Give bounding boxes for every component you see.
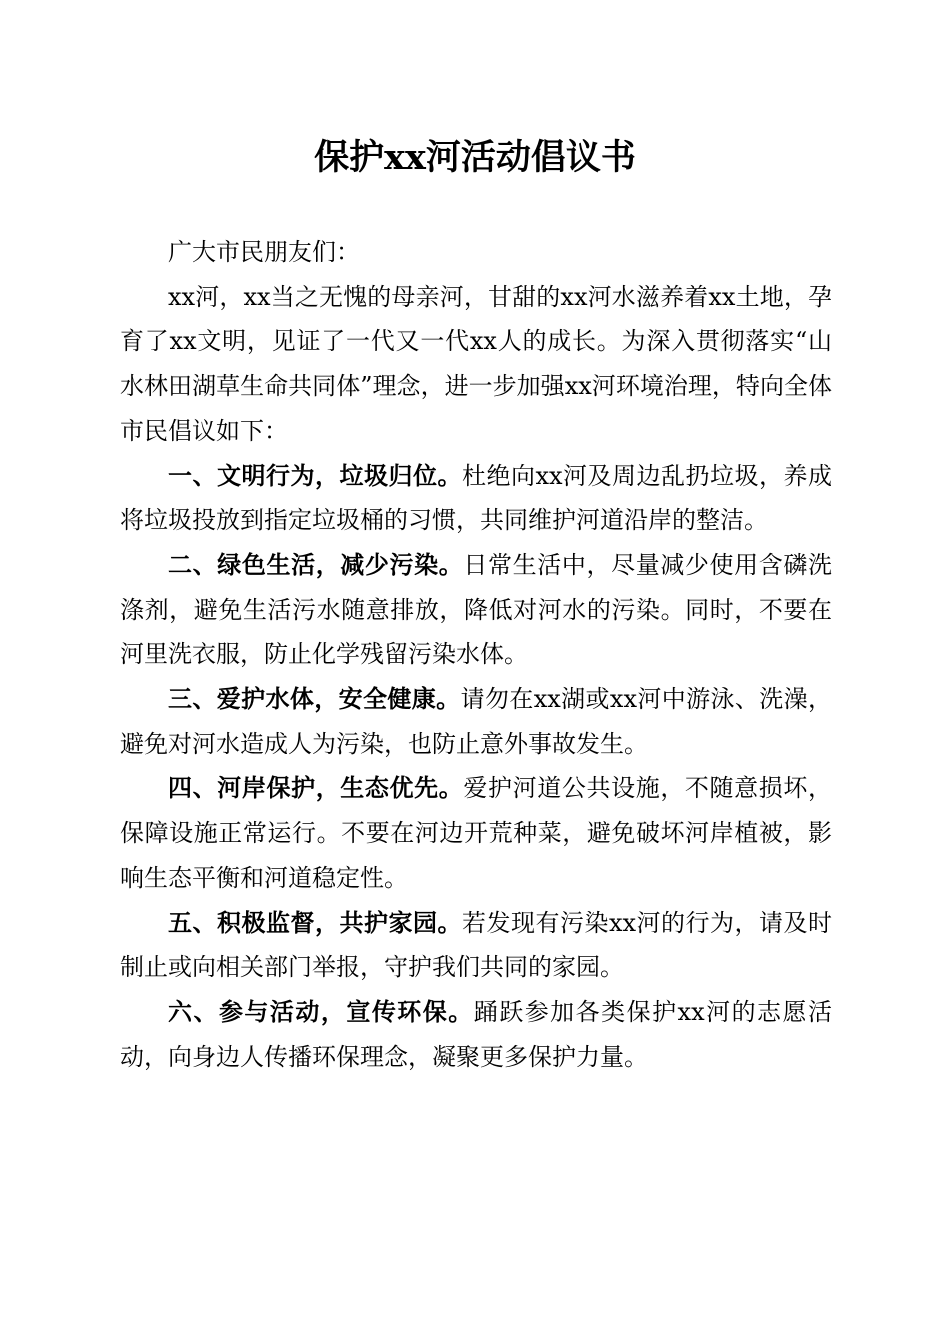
document-body bbox=[120, 230, 832, 1079]
document-title: 保护xx河活动倡议书 bbox=[314, 137, 636, 178]
proposal-text: 日常生活中，尽量减少使用含磷洗涤剂，避免生活污水随意排放，降低对河水的污染。同时，不要在河里洗衣服，防止化学残留污染水体。 bbox=[120, 550, 833, 669]
proposal-heading: 五、积极监督，共护家园。 bbox=[168, 908, 462, 937]
proposal-item-1 bbox=[120, 454, 832, 543]
proposal-text: 杜绝向xx河及周边乱扔垃圾，养成将垃圾投放到指定垃圾桶的习惯，共同维护河道沿岸的整洁。 bbox=[120, 461, 832, 535]
proposal-text: 若发现有污染xx河的行为，请及时制止或向相关部门举报，守护我们共同的家园。 bbox=[120, 908, 832, 982]
proposal-heading: 三、爱护水体，安全健康。 bbox=[168, 685, 461, 714]
proposal-item-5 bbox=[120, 901, 832, 990]
proposal-heading: 四、河岸保护，生态优先。 bbox=[168, 774, 464, 803]
proposal-heading: 六、参与活动，宣传环保。 bbox=[168, 997, 474, 1026]
proposal-item-6 bbox=[120, 990, 832, 1079]
proposal-text: 踊跃参加各类保护xx河的志愿活动，向身边人传播环保理念，凝聚更多保护力量。 bbox=[120, 997, 833, 1071]
proposal-item-4 bbox=[120, 766, 832, 900]
proposal-item-3 bbox=[120, 677, 832, 766]
salutation: 广大市民朋友们： bbox=[168, 238, 360, 266]
intro-paragraph: xx河，xx当之无愧的母亲河，甘甜的xx河水滋养着xx土地，孕育了xx文明，见证了一代又一代xx人的成长。为深入贯彻落实“山水林田湖草生命共同体”理念，进一步加强xx河环境治理，特向全体市民倡议如下： bbox=[120, 282, 832, 445]
proposal-text: 爱护河道公共设施，不随意损坏，保障设施正常运行。不要在河边开荒种菜，避免破坏河岸植被，影响生态平衡和河道稳定性。 bbox=[120, 774, 833, 892]
proposal-item-2 bbox=[120, 543, 832, 677]
proposal-heading: 一、文明行为，垃圾归位。 bbox=[168, 461, 462, 490]
proposal-text: 请勿在xx湖或xx河中游泳、洗澡，避免对河水造成人为污染，也防止意外事故发生。 bbox=[120, 685, 833, 758]
proposal-heading: 二、绿色生活，减少污染。 bbox=[168, 550, 464, 579]
